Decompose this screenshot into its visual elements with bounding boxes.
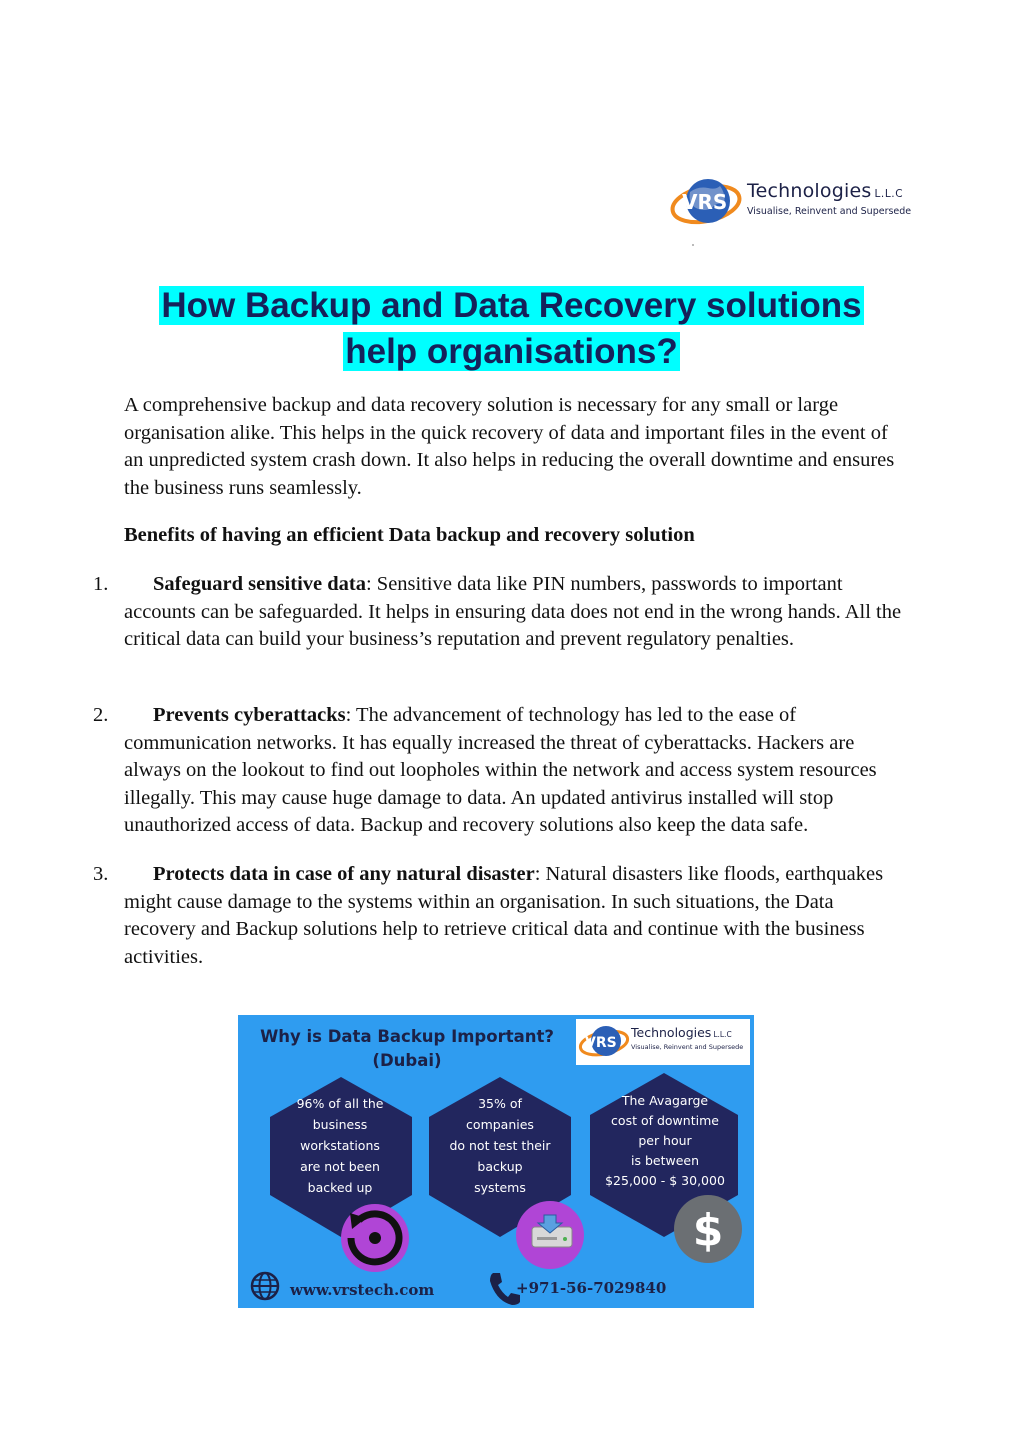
page-title: [0, 283, 1023, 375]
benefit-item-1: [93, 571, 904, 654]
benefit-item-3: [93, 861, 904, 971]
vrs-globe-icon: [668, 168, 748, 238]
benefit-text: : Sensitive data like PIN numbers, passwords to important accounts can be safeguarded. It helps in ensuring data does not end in the wrong hands. All the critical data can build your business’s reputation and prevent regulatory penalties.: [124, 573, 902, 650]
decorative-dot: [692, 244, 694, 246]
benefit-heading: Safeguard sensitive data: [153, 573, 366, 595]
company-logo: [668, 168, 912, 238]
benefit-text: : Natural disasters like floods, earthquakes might cause damage to the systems within an organisation. In such situations, the Data recovery and Backup solutions help to retrieve critical data and continue with the business activities.: [124, 863, 884, 968]
stat-companies: 35% of companies do not test their backup systems: [449, 1096, 551, 1195]
phone-number[interactable]: +971-56-7029840: [516, 1279, 667, 1297]
logo-company-name: Technologies L.L.C: [747, 180, 904, 202]
logo-brand-text: VRS: [682, 190, 728, 214]
stat-downtime-cost: The Avagarge cost of downtime per hour is between $25,000 - $ 30,000: [605, 1093, 725, 1188]
benefit-heading: Protects data in case of any natural disaster: [153, 863, 535, 885]
logo-tagline: Visualise, Reinvent and Supersede: [747, 206, 912, 217]
infographic-title: Why is Data Backup Important? (Dubai): [260, 1027, 554, 1070]
infographic-logo: VRS Technologies L.L.C Visualise, Reinvent and Supersede: [576, 1019, 750, 1065]
benefit-item-2: [93, 702, 904, 840]
benefits-subheading: Benefits of having an efficient Data backup and recovery solution: [124, 524, 695, 546]
title-line-1: How Backup and Data Recovery solutions: [161, 286, 862, 325]
hard-drive-icon: [516, 1201, 584, 1269]
dollar-icon: [674, 1195, 742, 1263]
stat-workstations: 96% of all the business workstations are not been backed up: [296, 1096, 384, 1195]
intro-paragraph: A comprehensive backup and data recovery solution is necessary for any small or large organisation alike. This helps in the quick recovery of data and important files in the event of an unpredicted system crash down. It also helps in reducing the overall downtime and ensures the business runs seamlessly.: [124, 394, 895, 499]
benefit-heading: Prevents cyberattacks: [153, 704, 346, 726]
benefit-text: : The advancement of technology has led to the ease of communication networks. It has equally increased the threat of cyberattacks. Hackers are always on the lookout to find out loopholes within the network and access system resources illegally. This may cause huge damage to data. An updated antivirus installed will stop unauthorized access of data. Backup and recovery solutions also keep the data safe.: [124, 704, 877, 836]
list-number: 2.: [93, 704, 109, 726]
restore-icon: [341, 1204, 409, 1272]
svg-text:VRS: VRS: [585, 1035, 617, 1051]
list-number: 1.: [93, 573, 109, 595]
title-line-2: help organisations?: [345, 332, 678, 371]
infographic: [238, 1015, 754, 1308]
svg-text:$: $: [692, 1205, 724, 1256]
vrs-globe-icon: [576, 1019, 632, 1065]
list-number: 3.: [93, 863, 109, 885]
globe-icon: [252, 1273, 278, 1299]
website-link[interactable]: www.vrstech.com: [290, 1281, 435, 1299]
